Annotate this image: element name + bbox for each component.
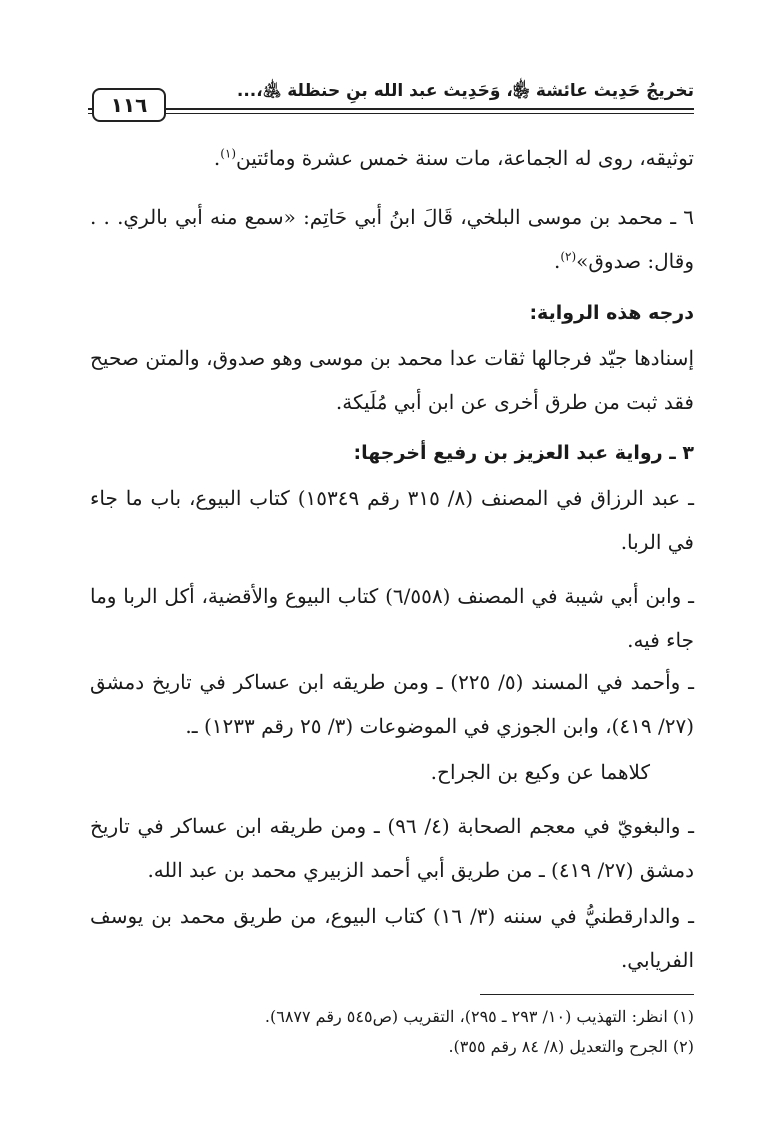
footnote-ref-2: (٢) [560,249,577,264]
page-header [88,78,694,118]
footnote-divider [480,994,694,995]
footnote-ref-1: (١) [220,146,237,161]
paragraph-abdulrazzaq: ـ عبد الرزاق في المصنف (٨/ ٣١٥ رقم ١٥٣٤٩) كتاب البيوع، باب ما جاء في الربا. [90,486,694,554]
paragraph-both: كلاهما عن وكيع بن الجراح. [430,760,650,784]
paragraph-1: توثيقه، روى له الجماعة، مات سنة خمس عشرة ومائتين$^{(١)}$. [213,146,694,170]
running-title: تخريجُ حَدِيث عائشة ﵂، وَحَدِيث عبد الله بنِ حنظلة ﵁،... [227,78,694,104]
paragraph-baghawi: ـ والبغويّ في معجم الصحابة (٤/ ٩٦) ـ ومن طريقه ابن عساكر في تاريخ دمشق (٢٧/ ٤١٩) ـ من طريق أبي أحمد الزبيري محمد بن عبد الله. [90,814,694,882]
paragraph-narrator-6: ٦ ـ محمد بن موسى البلخي، قَالَ ابنُ أبي حَاتِم: «سمع منه أبي بالري. . . وقال: صدوق»$^{(٢)}$. [90,205,694,273]
paragraph-ahmad: ـ وأحمد في المسند (٥/ ٢٢٥) ـ ومن طريقه ابن عساكر في تاريخ دمشق (٢٧/ ٤١٩)، وابن الجوزي في الموضوعات (٣/ ٢٥ رقم ١٢٣٣) ـ. [90,670,694,738]
paragraph-daraqutni: ـ والدارقطنيُّ في سننه (٣/ ١٦) كتاب البيوع، من طريق محمد بن يوسف الفريابي. [90,904,694,972]
header-rule-thin [88,113,694,114]
heading-grade: درجه هذه الرواية: [529,302,694,324]
heading-narration-3: ٣ ـ رواية عبد العزيز بن رفيع أخرجها: [353,442,694,464]
page-number: ١١٦ [92,88,166,122]
paragraph-grade: إسنادها جيّد فرجالها ثقات عدا محمد بن موسى وهو صدوق، والمتن صحيح فقد ثبت من طرق أخرى عن ابن أبي مُلَيكة. [90,346,694,414]
footnote-2: (٢) الجرح والتعديل (٨/ ٨٤ رقم ٣٥٥). [448,1037,694,1056]
paragraph-ibn-abi-shaybah: ـ وابن أبي شيبة في المصنف (٦/٥٥٨) كتاب البيوع والأقضية، أكل الربا وما جاء فيه. [90,584,694,652]
footnote-1: (١) انظر: التهذيب (١٠/ ٢٩٣ ـ ٢٩٥)، التقريب (ص٥٤٥ رقم ٦٨٧٧). [264,1007,694,1026]
header-rule [88,108,694,110]
